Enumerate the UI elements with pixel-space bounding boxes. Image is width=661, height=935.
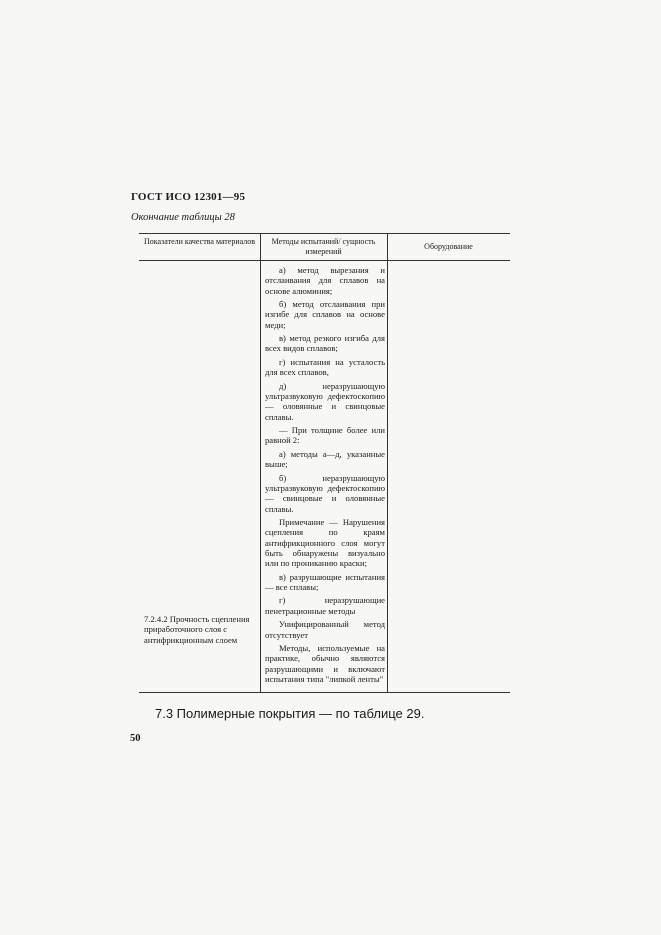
- method-item: Унифицированный метод отсутствует: [265, 619, 385, 640]
- method-item: д) неразрушающую ультразвуковую дефектоскопию — оловянные и свинцовые сплавы.: [265, 380, 385, 422]
- method-item: г) испытания на усталость для всех сплавов,: [265, 356, 385, 378]
- indicator-cell: 7.2.4.2 Прочность сцепления приработочного слоя с антифрикционным слоем: [144, 614, 250, 645]
- method-item: — При толщине более или равной 2:: [265, 425, 385, 446]
- gost-table: [139, 233, 510, 693]
- method-item: б) неразрушающую ультразвуковую дефектоскопию — свинцовые и оловянные сплавы.: [265, 472, 385, 514]
- page-number: 50: [130, 733, 141, 744]
- column-header-indicators: Показатели качества материалов: [143, 237, 256, 246]
- methods-cell: [265, 265, 385, 687]
- method-item: а) метод вырезания и отслаивания для сплавов на основе алюминия;: [265, 265, 385, 296]
- column-header-equipment: Оборудование: [424, 242, 473, 251]
- method-item: в) разрушающие испытания — все сплавы;: [265, 571, 385, 592]
- method-item: а) методы а—д, указанные выше;: [265, 448, 385, 470]
- section-heading: 7.3 Полимерные покрытия — по таблице 29.: [155, 706, 425, 721]
- method-item: Методы, используемые на практике, обычно являются разрушающими и включают испытания типа "липкой ленты": [265, 643, 385, 684]
- method-item: б) метод отслаивания при изгибе для сплавов на основе меди;: [265, 299, 385, 330]
- column-divider: [387, 234, 388, 692]
- column-header-methods: Методы испытаний/ сущность измерений: [271, 237, 376, 256]
- method-item: в) метод резкого изгиба для всех видов сплавов;: [265, 333, 385, 354]
- table-caption: Окончание таблицы 28: [131, 212, 235, 223]
- method-note: Примечание — Нарушения сцепления по краям антифрикционного слоя могут быть обнаружены визуально или по прониканию краски;: [265, 517, 385, 569]
- document-header: ГОСТ ИСО 12301—95: [131, 191, 246, 203]
- header-rule: [139, 260, 510, 261]
- method-item: г) неразрушающие пенетрационные методы: [265, 595, 385, 616]
- column-divider: [260, 234, 261, 692]
